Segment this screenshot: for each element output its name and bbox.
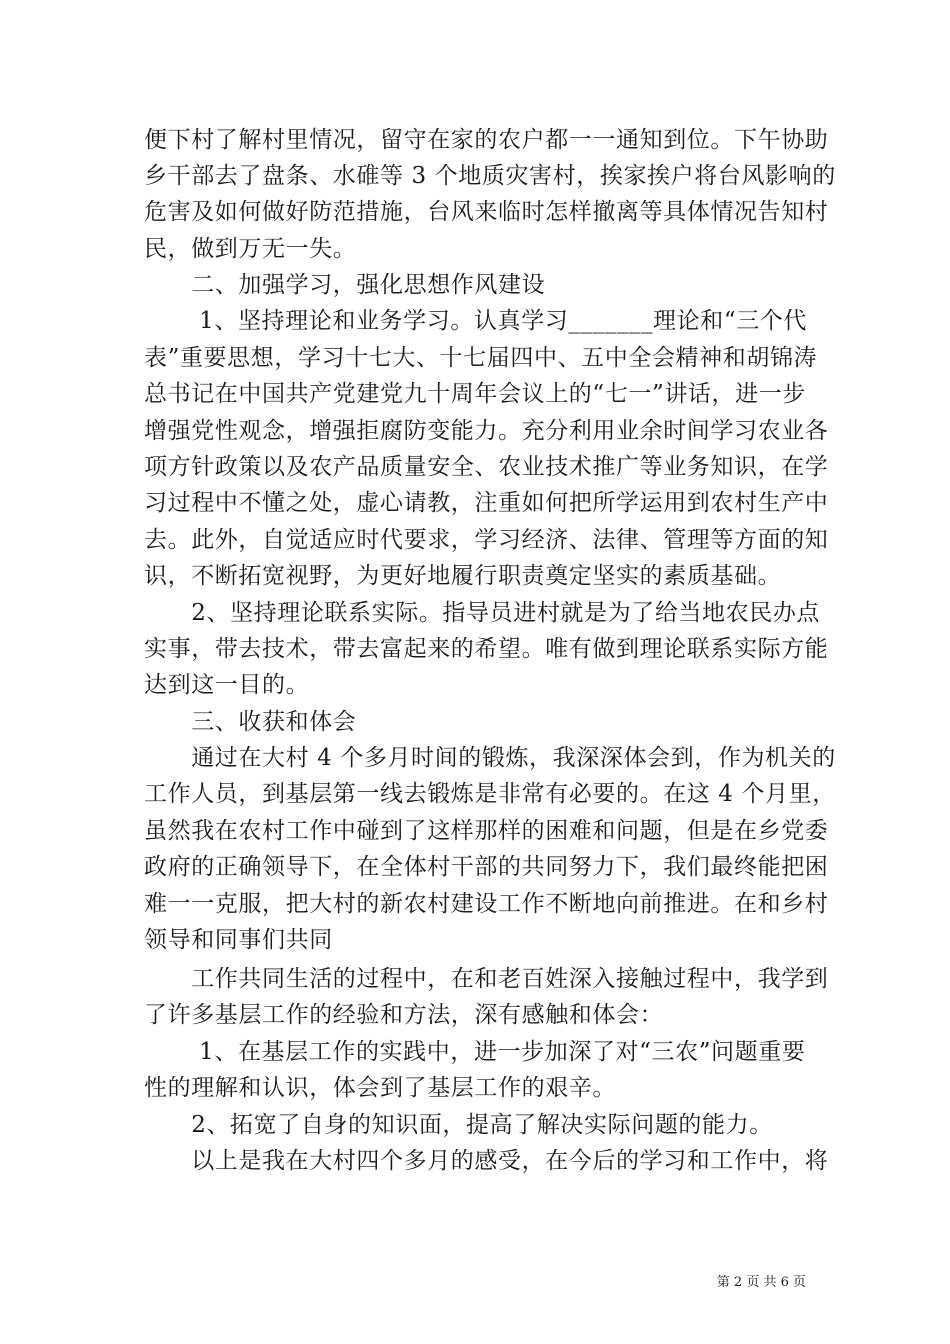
text-line: 虽然我在农村工作中碰到了这样那样的困难和问题，但是在乡党委 [144,818,829,844]
text-line: 工作共同生活的过程中，在和老百姓深入接触过程中，我学到 [144,966,829,992]
text-line: 1、坚持理论和业务学习。认真学习_______理论和“三个代 [144,308,808,334]
text-line: 政府的正确领导下，在全体村干部的共同努力下，我们最终能把困 [144,854,829,880]
text-line: 2、坚持理论联系实际。指导员进村就是为了给当地农民办点 [144,600,821,626]
section-heading: 二、加强学习，强化思想作风建设 [144,272,546,298]
text-line: 便下村了解村里情况，留守在家的农户都一一通知到位。下午协助 [144,127,829,153]
section-heading: 三、收获和体会 [144,709,357,735]
text-line: 识，不断拓宽视野，为更好地履行职责奠定坚实的素质基础。 [144,563,782,589]
text-line: 工作人员，到基层第一线去锻炼是非常有必要的。在这 4 个月里， [144,781,836,807]
text-line: 实事，带去技术，带去富起来的希望。唯有做到理论联系实际方能 [144,636,829,662]
text-line: 难一一克服，把大村的新农村建设工作不断地向前推进。在和乡村 [144,891,829,917]
text-line: 领导和同事们共同 [144,927,333,953]
text-line: 去。此外，自觉适应时代要求，学习经济、法律、管理等方面的知 [144,527,829,553]
text-line: 了许多基层工作的经验和方法，深有感触和体会： [144,1002,664,1028]
text-line: 习过程中不懂之处，虚心请教，注重如何把所学运用到农村生产中 [144,490,829,516]
text-line: 1、在基层工作的实践中，进一步加深了对“三农”问题重要 [144,1039,806,1065]
text-line: 以上是我在大村四个多月的感受，在今后的学习和工作中，将 [144,1148,829,1174]
text-line: 2、拓宽了自身的知识面，提高了解决实际问题的能力。 [144,1112,773,1138]
text-line: 性的理解和认识，体会到了基层工作的艰辛。 [144,1075,616,1101]
text-line: 通过在大村 4 个多月时间的锻炼，我深深体会到，作为机关的 [144,745,836,771]
text-line: 增强党性观念，增强拒腐防变能力。充分利用业余时间学习农业各 [144,418,829,444]
text-line: 表”重要思想，学习十七大、十七届四中、五中全会精神和胡锦涛 [144,345,818,371]
text-line: 民，做到万无一失。 [144,236,357,262]
text-line: 项方针政策以及农产品质量安全、农业技术推广等业务知识，在学 [144,454,829,480]
text-line: 危害及如何做好防范措施，台风来临时怎样撤离等具体情况告知村 [144,199,829,225]
text-line: 达到这一目的。 [144,672,310,698]
page-number: 第 2 页 共 6 页 [716,1275,806,1290]
text-line: 乡干部去了盘条、水碓等 3 个地质灾害村，挨家挨户将台风影响的 [144,163,836,189]
text-line: 总书记在中国共产党建党九十周年会议上的“七一”讲话，进一步 [144,381,806,407]
